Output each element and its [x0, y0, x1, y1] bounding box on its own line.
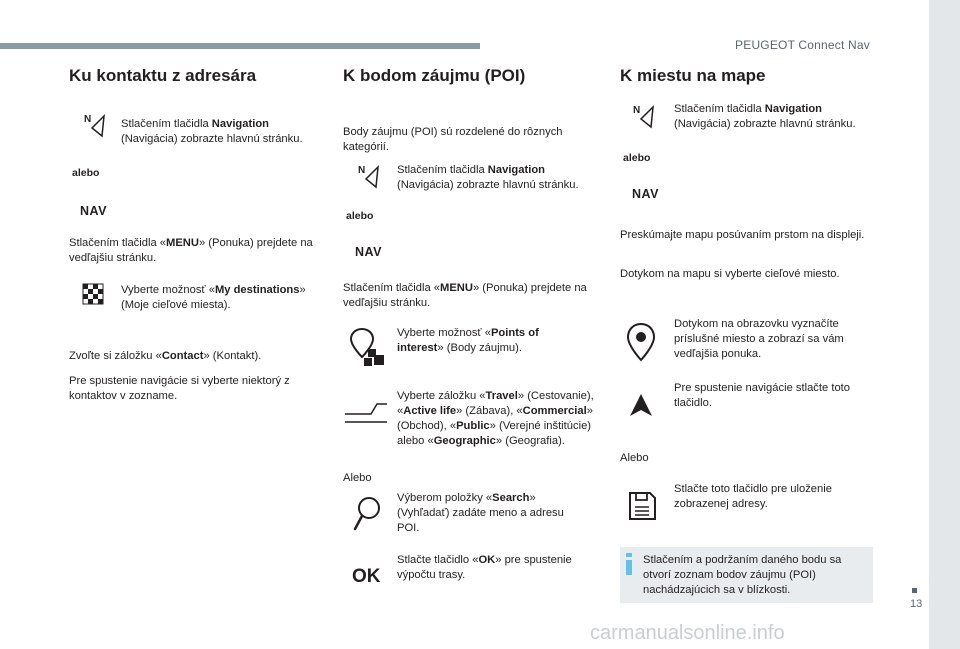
- header-bar: [0, 43, 480, 49]
- navigation-icon: [356, 163, 382, 189]
- navigation-icon: [631, 103, 657, 129]
- watermark: carmanualsonline.info: [590, 622, 785, 644]
- col3-step4: Stlačte toto tlačidlo pre uloženie zobrazenej adresy.: [674, 483, 832, 510]
- col3-text2: Dotykom na mapu si vyberte cieľové miesto.: [620, 268, 840, 280]
- navigation-icon: [82, 112, 108, 138]
- page-header: PEUGEOT Connect Nav: [735, 38, 870, 52]
- section-title-map: K miestu na mape: [620, 66, 766, 85]
- col1-step3: Vyberte možnosť «My destinations» (Moje cieľové miesta).: [121, 284, 306, 311]
- section-title-contact: Ku kontaktu z adresára: [69, 66, 257, 85]
- col1-step5: Pre spustenie navigácie si vyberte niektorý z kontaktov v zozname.: [69, 375, 290, 402]
- side-strip: [929, 0, 960, 649]
- col2-step4: Vyberte záložku «Travel» (Cestovanie), «Active life» (Zábava), «Commercial» (Obchod), «Public» (Verejné inštitúcie) alebo «Geographic» (Geografia).: [397, 390, 594, 447]
- col2-step2: Stlačením tlačidla «MENU» (Ponuka) prejdete na vedľajšiu stránku.: [343, 282, 587, 309]
- col2-step1: Stlačením tlačidla Navigation (Navigácia) zobrazte hlavnú stránku.: [397, 164, 579, 191]
- tabs-icon: [343, 400, 389, 424]
- search-icon: [352, 496, 382, 532]
- nav-button-icon: NAV: [632, 187, 659, 201]
- start-navigation-icon: [628, 392, 654, 418]
- col3-step2: Dotykom na obrazovku vyznačíte príslušné miesto a zobrazí sa vám vedľajšia ponuka.: [674, 318, 844, 360]
- svg-text:N: N: [84, 114, 92, 125]
- col3-step3: Pre spustenie navigácie stlačte toto tlačidlo.: [674, 382, 850, 409]
- nav-button-icon: NAV: [80, 204, 107, 218]
- checkered-flag-icon: [82, 283, 104, 305]
- alebo-label: Alebo: [620, 452, 649, 464]
- poi-icon: [350, 327, 386, 367]
- col2-step5: Výberom položky «Search» (Vyhľadať) zadáte meno a adresu POI.: [397, 492, 564, 534]
- alebo-label: Alebo: [343, 472, 372, 484]
- page-number: 13: [910, 598, 923, 610]
- alebo-label: alebo: [346, 210, 374, 222]
- col1-step4: Zvoľte si záložku «Contact» (Kontakt).: [69, 350, 262, 362]
- col3-step1: Stlačením tlačidla Navigation (Navigácia) zobrazte hlavnú stránku.: [674, 103, 856, 130]
- col3-text1: Preskúmajte mapu posúvaním prstom na displeji.: [620, 229, 865, 241]
- page-marker: [912, 588, 917, 593]
- col1-step2: Stlačením tlačidla «MENU» (Ponuka) prejdete na vedľajšiu stránku.: [69, 237, 313, 264]
- map-pin-icon: [626, 322, 656, 362]
- alebo-label: alebo: [72, 167, 100, 179]
- info-icon: [625, 553, 633, 575]
- col1-step1: Stlačením tlačidla Navigation (Navigácia) zobrazte hlavnú stránku.: [121, 118, 303, 145]
- info-text: Stlačením a podržaním daného bodu sa otvorí zoznam bodov záujmu (POI) nachádzajúcich sa v blízkosti.: [643, 554, 842, 596]
- save-icon: [627, 490, 657, 522]
- svg-text:N: N: [358, 165, 366, 176]
- svg-text:N: N: [633, 105, 641, 116]
- col2-step6: Stlačte tlačidlo «OK» pre spustenie výpočtu trasy.: [397, 554, 572, 581]
- col2-intro: Body záujmu (POI) sú rozdelené do rôznych kategórií.: [343, 126, 563, 153]
- col2-step3: Vyberte možnosť «Points of interest» (Body záujmu).: [397, 327, 539, 354]
- nav-button-icon: NAV: [355, 245, 382, 259]
- ok-button-icon: OK: [352, 566, 381, 587]
- section-title-poi: K bodom záujmu (POI): [343, 66, 526, 85]
- alebo-label: alebo: [623, 152, 651, 164]
